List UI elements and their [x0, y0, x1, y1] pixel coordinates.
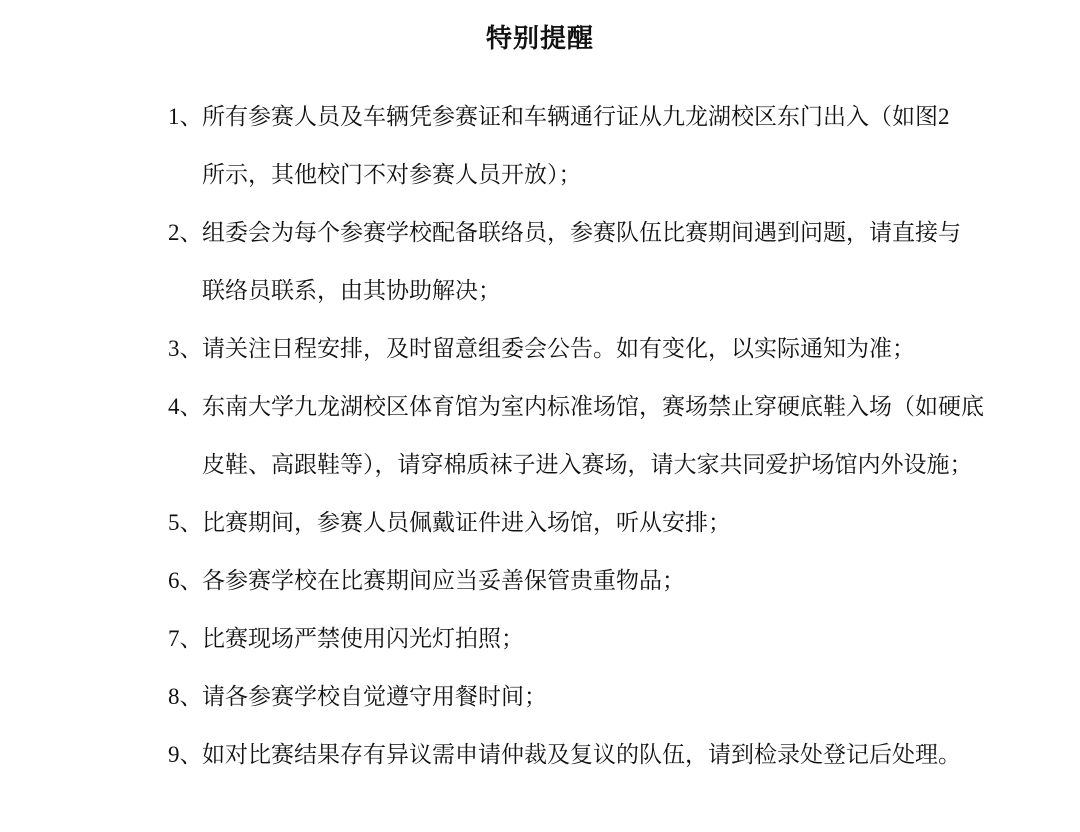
item-first-line [168, 726, 1020, 784]
item-text: 各参赛学校在比赛期间应当妥善保管贵重物品； [202, 568, 685, 593]
item-number: 4、 [168, 394, 203, 419]
item-first-line [168, 668, 1020, 726]
list-item [168, 494, 1020, 552]
list-item [168, 88, 1020, 204]
item-continuation-line: 联络员联系，由其协助解决； [202, 278, 501, 303]
list-item [168, 610, 1020, 668]
item-text: 如对比赛结果存有异议需申请仲裁及复议的队伍，请到检录处登记后处理。 [202, 742, 961, 767]
item-number: 5、 [168, 510, 203, 535]
item-first-line [168, 552, 1020, 610]
item-first-line [168, 378, 1020, 436]
item-text: 组委会为每个参赛学校配备联络员，参赛队伍比赛期间遇到问题，请直接与 [202, 220, 961, 245]
item-number: 1、 [168, 104, 203, 129]
item-continuation-line: 所示，其他校门不对参赛人员开放）； [202, 162, 582, 187]
list-item [168, 320, 1020, 378]
item-number: 2、 [168, 220, 203, 245]
list-item [168, 378, 1020, 494]
item-text: 请关注日程安排，及时留意组委会公告。如有变化，以实际通知为准； [202, 336, 915, 361]
item-text: 比赛现场严禁使用闪光灯拍照； [202, 626, 524, 651]
list-item [168, 726, 1020, 784]
item-number: 8、 [168, 684, 203, 709]
item-text: 请各参赛学校自觉遵守用餐时间； [202, 684, 547, 709]
list-item [168, 668, 1020, 726]
page-title: 特别提醒 [485, 24, 594, 53]
item-number: 6、 [168, 568, 203, 593]
item-first-line [168, 494, 1020, 552]
item-continuation-line: 皮鞋、高跟鞋等），请穿棉质袜子进入赛场，请大家共同爱护场馆内外设施； [202, 452, 973, 477]
reminder-list [168, 88, 1020, 784]
item-first-line [168, 88, 1020, 146]
item-number: 9、 [168, 742, 203, 767]
item-first-line [168, 204, 1020, 262]
item-number: 7、 [168, 626, 203, 651]
item-text: 所有参赛人员及车辆凭参赛证和车辆通行证从九龙湖校区东门出入（如图2 [202, 104, 950, 129]
list-item [168, 552, 1020, 610]
item-number: 3、 [168, 336, 203, 361]
item-text: 东南大学九龙湖校区体育馆为室内标准场馆，赛场禁止穿硬底鞋入场（如硬底 [202, 394, 984, 419]
list-item [168, 204, 1020, 320]
item-first-line [168, 610, 1020, 668]
item-first-line [168, 320, 1020, 378]
item-text: 比赛期间，参赛人员佩戴证件进入场馆，听从安排； [202, 510, 731, 535]
